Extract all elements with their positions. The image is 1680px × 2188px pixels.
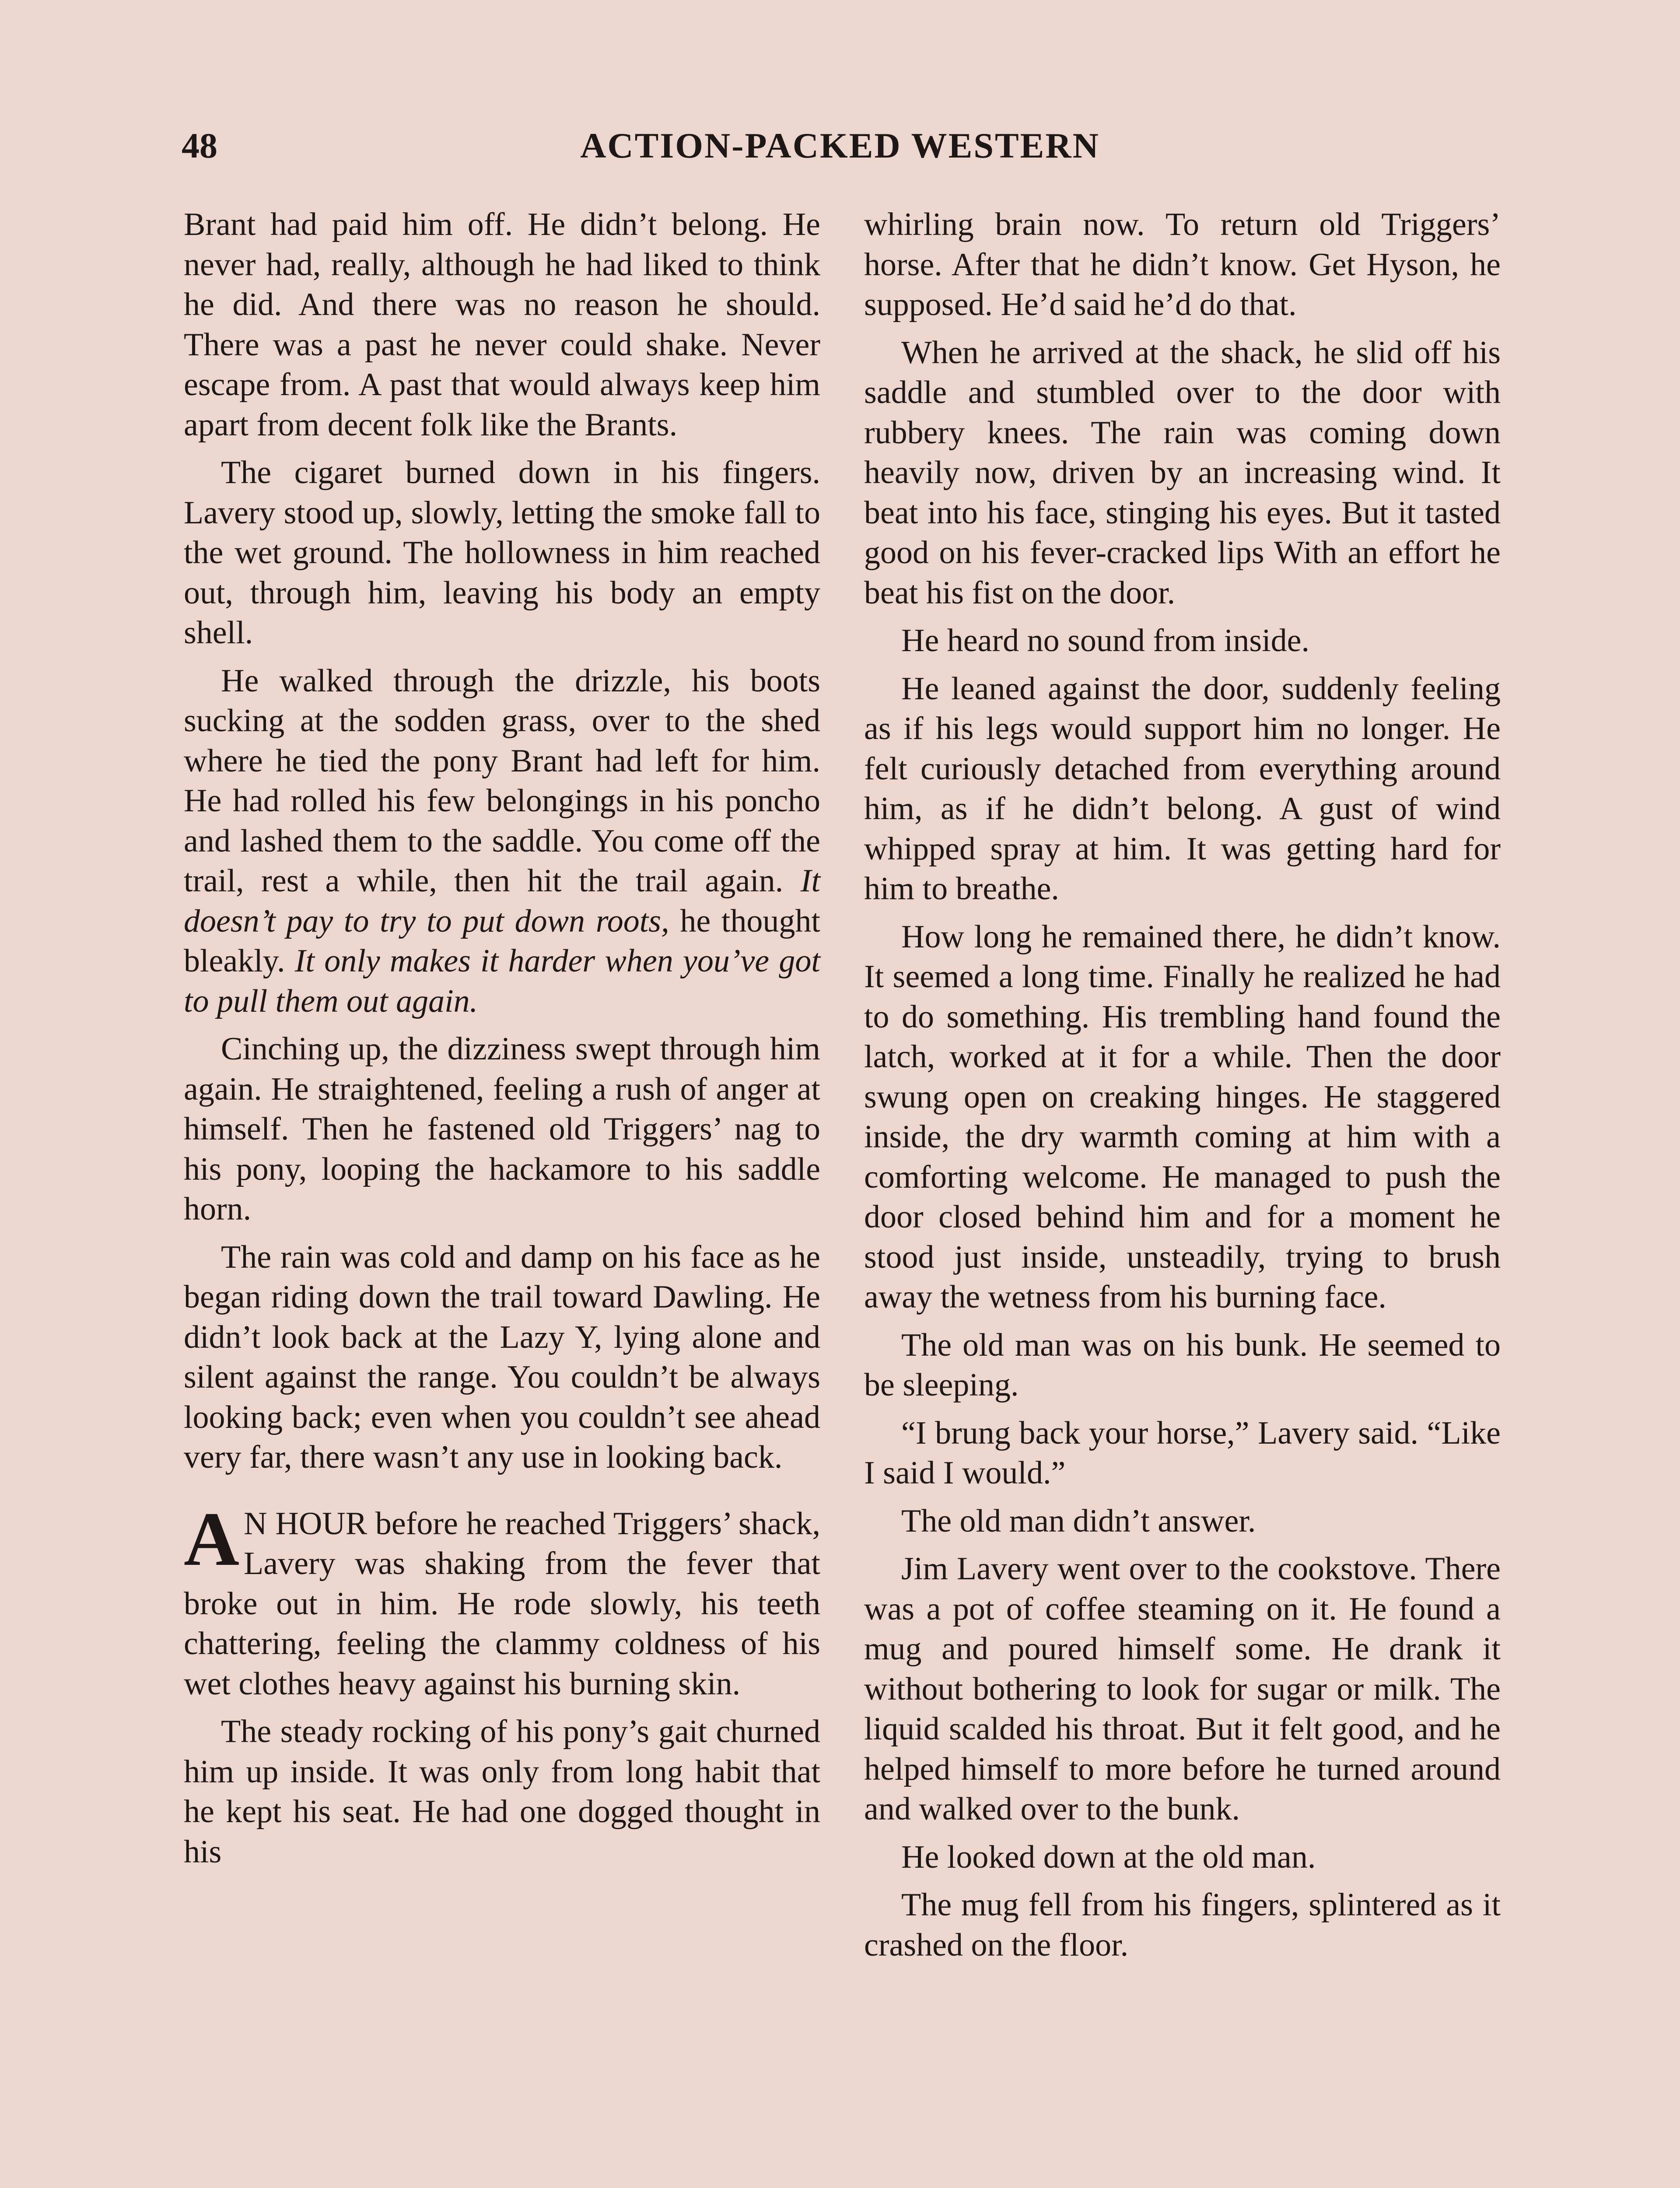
paragraph: “I brung back your horse,” Lavery said. “Like I said I would.” — [864, 1415, 1501, 1491]
paragraph: He looked down at the old man. — [901, 1839, 1316, 1875]
paragraph: The cigaret burned down in his fingers. Lavery stood up, slowly, letting the smoke fall to the wet ground. The hollowness in him reached out, through him, leaving his body an empty shell. — [184, 455, 820, 651]
right-column — [864, 205, 1501, 1973]
paragraph: He heard no sound from inside. — [901, 623, 1310, 659]
paragraph: He leaned against the door, suddenly feeling as if his legs would support him no longer. He felt curiously detached from everything around him, as if he didn’t belong. A gust of wind whipped spray at him. It was getting hard for him to breathe. — [864, 670, 1501, 907]
paragraph: The rain was cold and damp on his face as he began riding down the trail toward Dawling. He didn’t look back at the Lazy Y, lying alone and silent against the range. You couldn’t be always looking back; even when you couldn’t see ahead very far, there wasn’t any use in looking back. — [184, 1239, 820, 1475]
paragraph: whirling brain now. To return old Triggers’ horse. After that he didn’t know. Get Hyson, he supposed. He’d said he’d do that. — [864, 207, 1501, 323]
text-run: he thought bleakly. — [184, 903, 820, 979]
paragraph: How long he remained there, he didn’t know. It seemed a long time. Finally he realized he had to do something. His trembling hand found the latch, worked at it for a while. Then the door swung open on creaking hinges. He staggered inside, the dry warmth coming at him with a comforting welcome. He managed to push the door closed behind him and for a moment he stood just inside, unsteadily, trying to brush away the wetness from his burning face. — [864, 919, 1501, 1315]
section-start-paragraph — [184, 1496, 820, 1704]
paragraph: When he arrived at the shack, he slid off his saddle and stumbled over to the door with rubbery knees. The rain was coming down heavily now, driven by an increasing wind. It beat into his face, stinging his eyes. But it tasted good on his fever-cracked lips With an effort he beat his fist on the door. — [864, 334, 1501, 611]
paragraph: Brant had paid him off. He didn’t belong. He never had, really, although he had liked to think he did. And there was no reason he should. There was a past he never could shake. Never escape from. A past that would always keep him apart from decent folk like the Brants. — [184, 207, 820, 443]
left-column — [184, 205, 820, 1880]
paragraph: The old man was on his bunk. He seemed to be sleeping. — [864, 1327, 1501, 1403]
italic-text: It only makes it harder when you’ve got to pull them out again. — [184, 943, 820, 1019]
page-number: 48 — [182, 126, 217, 165]
page-header — [182, 125, 1498, 169]
running-head: ACTION-PACKED WESTERN — [580, 126, 1100, 165]
text-run: He walked through the drizzle, his boots sucking at the sodden grass, over to the shed where he tied the pony Brant had left for him. He had rolled his few belongings in his poncho and lashed them to the saddle. You come off the trail, rest a while, then hit the trail again. — [184, 663, 820, 899]
drop-cap: A — [184, 1496, 240, 1582]
paragraph — [184, 661, 820, 1022]
paragraph: The mug fell from his fingers, splintered as it crashed on the floor. — [864, 1887, 1501, 1963]
paragraph: The old man didn’t answer. — [901, 1503, 1256, 1539]
text-run: N HOUR before he reached Triggers’ shack, Lavery was shaking from the fever that broke out in him. He rode slowly, his teeth chattering, feeling the clammy coldness of his wet clothes heavy against his burning skin. — [184, 1505, 820, 1702]
paragraph: Jim Lavery went over to the cookstove. There was a pot of coffee steaming on it. He found a mug and poured himself some. He drank it without bothering to look for sugar or milk. The liquid scalded his throat. But it felt good, and he helped himself to more before he turned around and walked over to the bunk. — [864, 1551, 1501, 1827]
italic-text: It doesn’t pay to try to put down roots, — [184, 863, 820, 939]
paragraph: Cinching up, the dizziness swept through him again. He straightened, feeling a rush of anger at himself. Then he fastened old Triggers’ nag to his pony, looping the hackamore to his saddle horn. — [184, 1031, 820, 1227]
paragraph: The steady rocking of his pony’s gait churned him up inside. It was only from long habit that he kept his seat. He had one dogged thought in his — [184, 1714, 820, 1870]
